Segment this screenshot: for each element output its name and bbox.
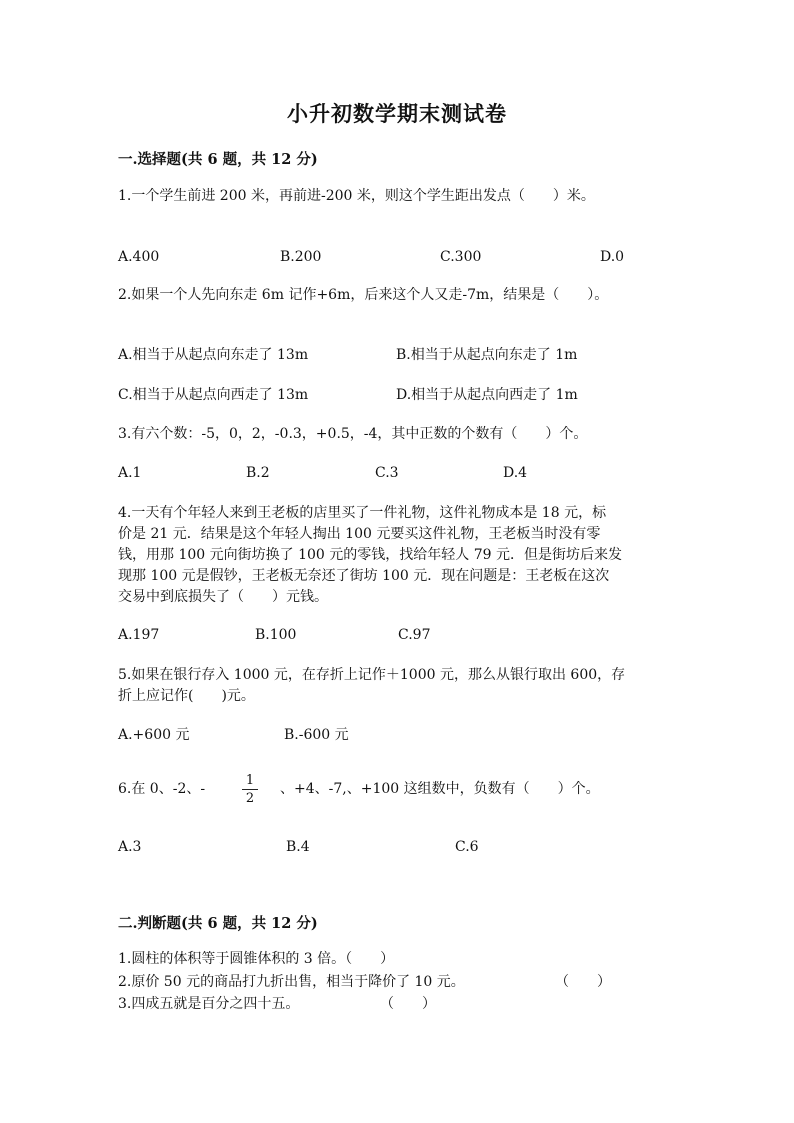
judgement-item-2: 2.原价 50 元的商品打九折出售，相当于降价了 10 元。 bbox=[118, 974, 465, 990]
question-4-line-3: 钱，用那 100 元向街坊换了 100 元的零钱，找给年轻人 79 元．但是街坊后来发 bbox=[118, 547, 622, 563]
q1-option-c: C.300 bbox=[440, 249, 482, 265]
fraction-denominator: 2 bbox=[245, 791, 255, 806]
question-2: 2.如果一个人先向东走 6m 记作+6m，后来这个人又走-7m，结果是（ ）。 bbox=[118, 287, 609, 303]
question-5-line-1: 5.如果在银行存入 1000 元，在存折上记作＋1000 元，那么从银行取出 600，存 bbox=[118, 667, 626, 683]
question-3: 3.有六个数：-5，0，2，-0.3，+0.5，-4，其中正数的个数有（ ）个。 bbox=[118, 426, 588, 442]
question-6-text-after: 、+4、-7,、+100 这组数中，负数有（ ）个。 bbox=[280, 781, 600, 797]
q1-option-a: A.400 bbox=[118, 249, 160, 265]
q4-option-a: A.197 bbox=[118, 627, 160, 643]
q3-option-c: C.3 bbox=[375, 465, 399, 481]
q6-option-b: B.4 bbox=[286, 839, 310, 855]
q2-option-b: B.相当于从起点向东走了 1m bbox=[396, 347, 578, 363]
section-title-judgement: 二.判断题(共 6 题，共 12 分) bbox=[118, 915, 318, 932]
fraction-one-half bbox=[240, 773, 260, 806]
question-1: 1.一个学生前进 200 米，再前进-200 米，则这个学生距出发点（ ）米。 bbox=[118, 188, 595, 204]
judgement-item-2-bracket: （ ） bbox=[555, 974, 611, 990]
q1-option-d: D.0 bbox=[600, 249, 625, 265]
q2-option-d: D.相当于从起点向西走了 1m bbox=[396, 387, 578, 403]
question-5-line-2: 折上应记作( )元。 bbox=[118, 688, 255, 704]
q2-option-a: A.相当于从起点向东走了 13m bbox=[118, 347, 309, 363]
fraction-bar bbox=[242, 789, 258, 790]
q6-option-c: C.6 bbox=[455, 839, 479, 855]
judgement-item-1: 1.圆柱的体积等于圆锥体积的 3 倍。（ ） bbox=[118, 951, 395, 967]
q4-option-c: C.97 bbox=[398, 627, 431, 643]
section-title-choice: 一.选择题(共 6 题，共 12 分) bbox=[118, 151, 318, 168]
judgement-item-3-bracket: （ ） bbox=[380, 996, 436, 1012]
question-4-line-1: 4.一天有个年轻人来到王老板的店里买了一件礼物，这件礼物成本是 18 元，标 bbox=[118, 505, 607, 521]
fraction-numerator: 1 bbox=[245, 773, 255, 788]
q6-option-a: A.3 bbox=[118, 839, 142, 855]
q5-option-a: A.+600 元 bbox=[118, 727, 190, 743]
page-title: 小升初数学期末测试卷 bbox=[287, 101, 507, 126]
question-4-line-4: 现那 100 元是假钞，王老板无奈还了街坊 100 元．现在问题是：王老板在这次 bbox=[118, 568, 610, 584]
question-4-line-5: 交易中到底损失了（ ）元钱。 bbox=[118, 589, 328, 605]
q2-option-c: C.相当于从起点向西走了 13m bbox=[118, 387, 309, 403]
q4-option-b: B.100 bbox=[255, 627, 297, 643]
q3-option-a: A.1 bbox=[118, 465, 142, 481]
question-4-line-2: 价是 21 元．结果是这个年轻人掏出 100 元要买这件礼物，王老板当时没有零 bbox=[118, 526, 601, 542]
q3-option-d: D.4 bbox=[503, 465, 528, 481]
q1-option-b: B.200 bbox=[280, 249, 322, 265]
q5-option-b: B.-600 元 bbox=[284, 727, 349, 743]
question-6-text-before: 6.在 0、-2、- bbox=[118, 781, 206, 797]
q3-option-b: B.2 bbox=[246, 465, 270, 481]
judgement-item-3: 3.四成五就是百分之四十五。 bbox=[118, 996, 300, 1012]
